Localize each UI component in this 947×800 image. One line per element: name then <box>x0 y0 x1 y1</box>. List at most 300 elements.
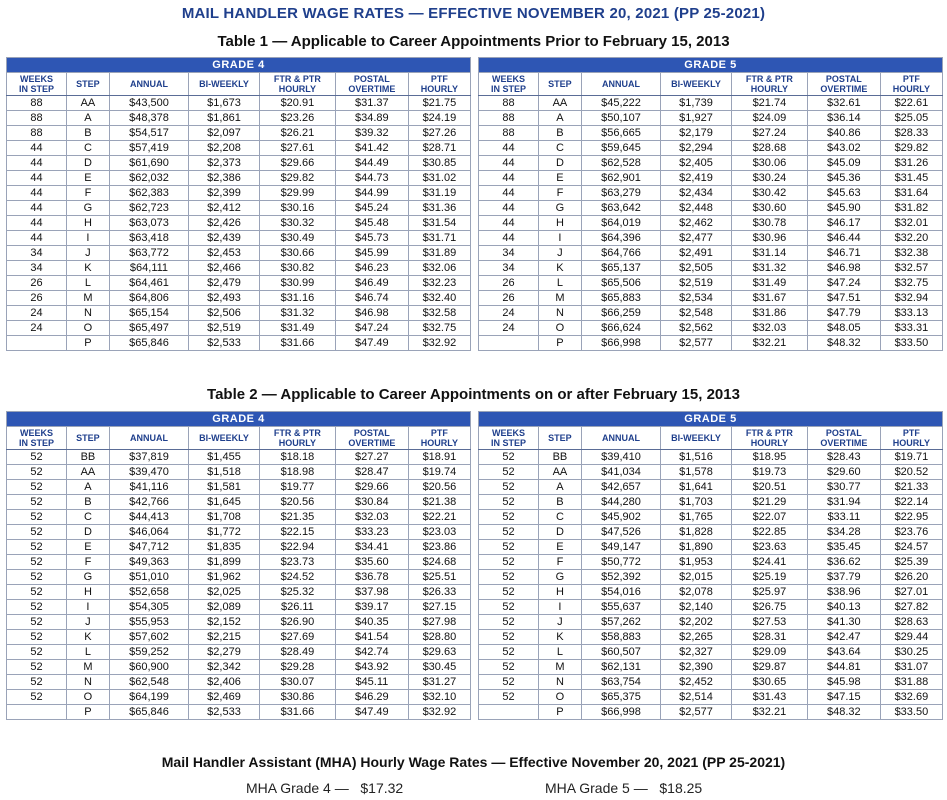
ptf-hourly-cell: $31.82 <box>880 201 942 216</box>
weeks-in-step-cell: 52 <box>7 615 67 630</box>
table-row <box>7 261 471 276</box>
ftr-ptr-hourly-cell: $30.66 <box>259 246 335 261</box>
ftr-ptr-hourly-cell: $19.77 <box>259 480 335 495</box>
annual-cell: $63,772 <box>109 246 188 261</box>
table-row <box>479 585 943 600</box>
postal-overtime-cell: $46.29 <box>335 690 408 705</box>
table-row <box>479 111 943 126</box>
annual-cell: $63,642 <box>581 201 660 216</box>
annual-cell: $63,073 <box>109 216 188 231</box>
step-cell: D <box>67 525 110 540</box>
postal-overtime-cell: $35.60 <box>335 555 408 570</box>
bi-weekly-cell: $2,448 <box>661 201 732 216</box>
ftr-ptr-hourly-cell: $26.21 <box>259 126 335 141</box>
bi-weekly-cell: $2,519 <box>189 321 260 336</box>
weeks-in-step-cell: 52 <box>7 570 67 585</box>
table2-title: Table 2 — Applicable to Career Appointments on or after February 15, 2013 <box>207 386 740 403</box>
step-cell: D <box>539 156 582 171</box>
ftr-ptr-hourly-cell: $28.49 <box>259 645 335 660</box>
postal-overtime-cell: $36.62 <box>807 555 880 570</box>
bi-weekly-cell: $1,581 <box>189 480 260 495</box>
bi-weekly-cell: $2,533 <box>189 336 260 351</box>
ftr-ptr-hourly-cell: $29.28 <box>259 660 335 675</box>
table-row <box>479 540 943 555</box>
bi-weekly-cell: $2,577 <box>661 336 732 351</box>
postal-overtime-cell: $41.42 <box>335 141 408 156</box>
step-cell: O <box>539 321 582 336</box>
postal-overtime-cell: $47.79 <box>807 306 880 321</box>
column-header-ptf-hourly: PTF HOURLY <box>408 427 470 450</box>
ftr-ptr-hourly-cell: $29.82 <box>259 171 335 186</box>
ftr-ptr-hourly-cell: $32.03 <box>731 321 807 336</box>
bi-weekly-cell: $1,645 <box>189 495 260 510</box>
table1-grade5 <box>478 57 943 351</box>
step-cell: L <box>539 276 582 291</box>
annual-cell: $51,010 <box>109 570 188 585</box>
bi-weekly-cell: $2,505 <box>661 261 732 276</box>
table-row <box>479 570 943 585</box>
weeks-in-step-cell: 34 <box>7 246 67 261</box>
weeks-in-step-cell: 52 <box>7 480 67 495</box>
bi-weekly-cell: $1,899 <box>189 555 260 570</box>
weeks-in-step-cell: 52 <box>479 480 539 495</box>
ftr-ptr-hourly-cell: $21.35 <box>259 510 335 525</box>
ftr-ptr-hourly-cell: $30.06 <box>731 156 807 171</box>
ftr-ptr-hourly-cell: $30.60 <box>731 201 807 216</box>
ftr-ptr-hourly-cell: $31.49 <box>259 321 335 336</box>
annual-cell: $62,901 <box>581 171 660 186</box>
step-cell: AA <box>539 96 582 111</box>
step-cell: BB <box>539 450 582 465</box>
bi-weekly-cell: $1,703 <box>661 495 732 510</box>
postal-overtime-cell: $45.11 <box>335 675 408 690</box>
weeks-in-step-cell: 26 <box>479 276 539 291</box>
weeks-in-step-cell: 52 <box>479 615 539 630</box>
grade-header: GRADE 5 <box>479 412 943 427</box>
annual-cell: $59,252 <box>109 645 188 660</box>
ptf-hourly-cell: $27.26 <box>408 126 470 141</box>
postal-overtime-cell: $46.23 <box>335 261 408 276</box>
ptf-hourly-cell: $31.45 <box>880 171 942 186</box>
ptf-hourly-cell: $32.92 <box>408 705 470 720</box>
step-cell: H <box>67 216 110 231</box>
annual-cell: $64,019 <box>581 216 660 231</box>
annual-cell: $54,305 <box>109 600 188 615</box>
weeks-in-step-cell: 44 <box>7 186 67 201</box>
ptf-hourly-cell: $33.31 <box>880 321 942 336</box>
step-cell: C <box>67 141 110 156</box>
column-header-ftr-ptr-hourly: FTR & PTR HOURLY <box>259 427 335 450</box>
postal-overtime-cell: $30.84 <box>335 495 408 510</box>
ptf-hourly-cell: $29.63 <box>408 645 470 660</box>
table-row <box>7 645 471 660</box>
table-row <box>479 156 943 171</box>
table-row <box>7 246 471 261</box>
ptf-hourly-cell: $28.80 <box>408 630 470 645</box>
table-row <box>7 630 471 645</box>
postal-overtime-cell: $29.66 <box>335 480 408 495</box>
annual-cell: $65,846 <box>109 336 188 351</box>
postal-overtime-cell: $45.24 <box>335 201 408 216</box>
weeks-in-step-cell: 52 <box>479 555 539 570</box>
column-header-annual: ANNUAL <box>109 73 188 96</box>
table-row <box>7 111 471 126</box>
mha-grade4-rate: MHA Grade 4 — $17.32 <box>246 780 404 796</box>
postal-overtime-cell: $43.92 <box>335 660 408 675</box>
weeks-in-step-cell: 88 <box>479 96 539 111</box>
table-row <box>7 705 471 720</box>
step-cell: D <box>67 156 110 171</box>
ptf-hourly-cell: $32.38 <box>880 246 942 261</box>
ftr-ptr-hourly-cell: $32.21 <box>731 336 807 351</box>
annual-cell: $45,902 <box>581 510 660 525</box>
annual-cell: $48,378 <box>109 111 188 126</box>
table-row <box>7 96 471 111</box>
column-header-step: STEP <box>67 73 110 96</box>
step-cell: P <box>67 336 110 351</box>
bi-weekly-cell: $2,215 <box>189 630 260 645</box>
bi-weekly-cell: $2,179 <box>661 126 732 141</box>
postal-overtime-cell: $34.89 <box>335 111 408 126</box>
table-row <box>7 201 471 216</box>
bi-weekly-cell: $2,140 <box>661 600 732 615</box>
postal-overtime-cell: $48.32 <box>807 705 880 720</box>
step-cell: A <box>539 480 582 495</box>
postal-overtime-cell: $40.35 <box>335 615 408 630</box>
ptf-hourly-cell: $27.01 <box>880 585 942 600</box>
annual-cell: $47,526 <box>581 525 660 540</box>
weeks-in-step-cell: 34 <box>7 261 67 276</box>
bi-weekly-cell: $2,466 <box>189 261 260 276</box>
bi-weekly-cell: $2,208 <box>189 141 260 156</box>
annual-cell: $44,280 <box>581 495 660 510</box>
table-row <box>479 96 943 111</box>
step-cell: H <box>539 585 582 600</box>
annual-cell: $65,506 <box>581 276 660 291</box>
ptf-hourly-cell: $31.89 <box>408 246 470 261</box>
table-row <box>7 690 471 705</box>
annual-cell: $56,665 <box>581 126 660 141</box>
postal-overtime-cell: $44.49 <box>335 156 408 171</box>
bi-weekly-cell: $2,534 <box>661 291 732 306</box>
step-cell: I <box>67 231 110 246</box>
weeks-in-step-cell: 52 <box>479 465 539 480</box>
weeks-in-step-cell: 52 <box>7 525 67 540</box>
weeks-in-step-cell: 52 <box>7 495 67 510</box>
step-cell: K <box>67 630 110 645</box>
bi-weekly-cell: $1,953 <box>661 555 732 570</box>
table-row <box>7 555 471 570</box>
table-row <box>7 675 471 690</box>
bi-weekly-cell: $2,453 <box>189 246 260 261</box>
ptf-hourly-cell: $31.54 <box>408 216 470 231</box>
step-cell: C <box>539 141 582 156</box>
table-row <box>7 585 471 600</box>
ptf-hourly-cell: $32.92 <box>408 336 470 351</box>
table1-grade4 <box>6 57 471 351</box>
bi-weekly-cell: $2,434 <box>661 186 732 201</box>
bi-weekly-cell: $1,516 <box>661 450 732 465</box>
postal-overtime-cell: $39.32 <box>335 126 408 141</box>
table-row <box>479 690 943 705</box>
annual-cell: $64,766 <box>581 246 660 261</box>
bi-weekly-cell: $2,477 <box>661 231 732 246</box>
ptf-hourly-cell: $22.14 <box>880 495 942 510</box>
ftr-ptr-hourly-cell: $30.32 <box>259 216 335 231</box>
ptf-hourly-cell: $32.40 <box>408 291 470 306</box>
ftr-ptr-hourly-cell: $22.85 <box>731 525 807 540</box>
table-row <box>7 186 471 201</box>
column-header-annual: ANNUAL <box>581 73 660 96</box>
step-cell: G <box>67 201 110 216</box>
bi-weekly-cell: $2,202 <box>661 615 732 630</box>
annual-cell: $39,470 <box>109 465 188 480</box>
weeks-in-step-cell: 26 <box>7 276 67 291</box>
postal-overtime-cell: $43.02 <box>807 141 880 156</box>
weeks-in-step-cell: 44 <box>479 171 539 186</box>
ftr-ptr-hourly-cell: $31.43 <box>731 690 807 705</box>
weeks-in-step-cell: 52 <box>7 465 67 480</box>
bi-weekly-cell: $2,373 <box>189 156 260 171</box>
table-row <box>479 555 943 570</box>
ftr-ptr-hourly-cell: $20.91 <box>259 96 335 111</box>
postal-overtime-cell: $46.49 <box>335 276 408 291</box>
step-cell: G <box>67 570 110 585</box>
table-row <box>7 495 471 510</box>
ftr-ptr-hourly-cell: $27.61 <box>259 141 335 156</box>
step-cell: K <box>67 261 110 276</box>
postal-overtime-cell: $29.60 <box>807 465 880 480</box>
step-cell: C <box>67 510 110 525</box>
bi-weekly-cell: $2,025 <box>189 585 260 600</box>
ftr-ptr-hourly-cell: $26.11 <box>259 600 335 615</box>
ptf-hourly-cell: $33.13 <box>880 306 942 321</box>
bi-weekly-cell: $2,399 <box>189 186 260 201</box>
table-row <box>479 141 943 156</box>
postal-overtime-cell: $41.54 <box>335 630 408 645</box>
postal-overtime-cell: $45.63 <box>807 186 880 201</box>
bi-weekly-cell: $1,828 <box>661 525 732 540</box>
ptf-hourly-cell: $24.19 <box>408 111 470 126</box>
annual-cell: $62,528 <box>581 156 660 171</box>
table-row <box>479 465 943 480</box>
weeks-in-step-cell: 88 <box>7 111 67 126</box>
table-row <box>479 276 943 291</box>
annual-cell: $44,413 <box>109 510 188 525</box>
column-header-weeks-in-step: WEEKS IN STEP <box>7 73 67 96</box>
annual-cell: $41,116 <box>109 480 188 495</box>
step-cell: B <box>67 126 110 141</box>
postal-overtime-cell: $47.49 <box>335 705 408 720</box>
step-cell: I <box>539 600 582 615</box>
ftr-ptr-hourly-cell: $27.69 <box>259 630 335 645</box>
postal-overtime-cell: $45.36 <box>807 171 880 186</box>
table-row <box>7 450 471 465</box>
bi-weekly-cell: $1,890 <box>661 540 732 555</box>
ptf-hourly-cell: $31.02 <box>408 171 470 186</box>
ftr-ptr-hourly-cell: $30.65 <box>731 675 807 690</box>
annual-cell: $55,637 <box>581 600 660 615</box>
ftr-ptr-hourly-cell: $32.21 <box>731 705 807 720</box>
step-cell: M <box>539 291 582 306</box>
annual-cell: $52,392 <box>581 570 660 585</box>
ptf-hourly-cell: $22.21 <box>408 510 470 525</box>
table-row <box>479 450 943 465</box>
table-row <box>479 246 943 261</box>
annual-cell: $62,032 <box>109 171 188 186</box>
weeks-in-step-cell: 44 <box>479 186 539 201</box>
weeks-in-step-cell <box>479 705 539 720</box>
column-header-postal-overtime: POSTAL OVERTIME <box>335 427 408 450</box>
weeks-in-step-cell: 44 <box>7 201 67 216</box>
weeks-in-step-cell: 24 <box>7 321 67 336</box>
weeks-in-step-cell: 44 <box>479 216 539 231</box>
weeks-in-step-cell: 26 <box>479 291 539 306</box>
ftr-ptr-hourly-cell: $22.94 <box>259 540 335 555</box>
step-cell: N <box>67 675 110 690</box>
weeks-in-step-cell: 52 <box>479 585 539 600</box>
step-cell: BB <box>67 450 110 465</box>
weeks-in-step-cell: 52 <box>479 690 539 705</box>
postal-overtime-cell: $44.81 <box>807 660 880 675</box>
weeks-in-step-cell: 52 <box>7 540 67 555</box>
bi-weekly-cell: $2,419 <box>661 171 732 186</box>
step-cell: E <box>539 171 582 186</box>
ftr-ptr-hourly-cell: $18.98 <box>259 465 335 480</box>
ftr-ptr-hourly-cell: $30.82 <box>259 261 335 276</box>
ptf-hourly-cell: $22.61 <box>880 96 942 111</box>
mha-grade5-rate: MHA Grade 5 — $18.25 <box>545 780 703 796</box>
step-cell: K <box>539 630 582 645</box>
ptf-hourly-cell: $32.75 <box>880 276 942 291</box>
table-row <box>7 291 471 306</box>
postal-overtime-cell: $45.90 <box>807 201 880 216</box>
ftr-ptr-hourly-cell: $19.73 <box>731 465 807 480</box>
column-header-postal-overtime: POSTAL OVERTIME <box>807 73 880 96</box>
ftr-ptr-hourly-cell: $28.31 <box>731 630 807 645</box>
annual-cell: $60,507 <box>581 645 660 660</box>
column-header-postal-overtime: POSTAL OVERTIME <box>807 427 880 450</box>
ftr-ptr-hourly-cell: $31.66 <box>259 336 335 351</box>
step-cell: I <box>539 231 582 246</box>
table-row <box>479 336 943 351</box>
annual-cell: $39,410 <box>581 450 660 465</box>
ftr-ptr-hourly-cell: $18.95 <box>731 450 807 465</box>
ftr-ptr-hourly-cell: $31.66 <box>259 705 335 720</box>
postal-overtime-cell: $36.14 <box>807 111 880 126</box>
ptf-hourly-cell: $32.06 <box>408 261 470 276</box>
bi-weekly-cell: $2,577 <box>661 705 732 720</box>
ptf-hourly-cell: $31.36 <box>408 201 470 216</box>
annual-cell: $57,262 <box>581 615 660 630</box>
table-row <box>479 126 943 141</box>
ftr-ptr-hourly-cell: $31.67 <box>731 291 807 306</box>
step-cell: B <box>67 495 110 510</box>
weeks-in-step-cell: 44 <box>7 156 67 171</box>
table-row <box>7 321 471 336</box>
weeks-in-step-cell: 88 <box>479 111 539 126</box>
ftr-ptr-hourly-cell: $21.74 <box>731 96 807 111</box>
ptf-hourly-cell: $19.71 <box>880 450 942 465</box>
ptf-hourly-cell: $31.88 <box>880 675 942 690</box>
table-row <box>479 231 943 246</box>
postal-overtime-cell: $48.05 <box>807 321 880 336</box>
ptf-hourly-cell: $21.38 <box>408 495 470 510</box>
postal-overtime-cell: $48.32 <box>807 336 880 351</box>
postal-overtime-cell: $46.74 <box>335 291 408 306</box>
annual-cell: $50,772 <box>581 555 660 570</box>
table-row <box>479 600 943 615</box>
bi-weekly-cell: $2,548 <box>661 306 732 321</box>
bi-weekly-cell: $1,578 <box>661 465 732 480</box>
column-header-ftr-ptr-hourly: FTR & PTR HOURLY <box>259 73 335 96</box>
step-cell: N <box>539 306 582 321</box>
postal-overtime-cell: $40.86 <box>807 126 880 141</box>
postal-overtime-cell: $43.64 <box>807 645 880 660</box>
postal-overtime-cell: $46.44 <box>807 231 880 246</box>
ptf-hourly-cell: $24.68 <box>408 555 470 570</box>
annual-cell: $54,517 <box>109 126 188 141</box>
ftr-ptr-hourly-cell: $26.75 <box>731 600 807 615</box>
table-row <box>479 306 943 321</box>
ptf-hourly-cell: $30.25 <box>880 645 942 660</box>
ptf-hourly-cell: $22.95 <box>880 510 942 525</box>
bi-weekly-cell: $2,479 <box>189 276 260 291</box>
bi-weekly-cell: $2,342 <box>189 660 260 675</box>
weeks-in-step-cell: 44 <box>479 156 539 171</box>
table-row <box>7 480 471 495</box>
weeks-in-step-cell: 24 <box>7 306 67 321</box>
table-row <box>479 495 943 510</box>
ptf-hourly-cell: $20.56 <box>408 480 470 495</box>
step-cell: O <box>539 690 582 705</box>
ptf-hourly-cell: $21.33 <box>880 480 942 495</box>
bi-weekly-cell: $2,506 <box>189 306 260 321</box>
table-row <box>7 600 471 615</box>
annual-cell: $65,375 <box>581 690 660 705</box>
ptf-hourly-cell: $28.71 <box>408 141 470 156</box>
bi-weekly-cell: $1,708 <box>189 510 260 525</box>
annual-cell: $64,461 <box>109 276 188 291</box>
postal-overtime-cell: $30.77 <box>807 480 880 495</box>
table-row <box>479 291 943 306</box>
annual-cell: $63,754 <box>581 675 660 690</box>
weeks-in-step-cell: 88 <box>7 126 67 141</box>
step-cell: F <box>67 186 110 201</box>
annual-cell: $64,806 <box>109 291 188 306</box>
weeks-in-step-cell: 44 <box>479 231 539 246</box>
weeks-in-step-cell: 44 <box>7 231 67 246</box>
weeks-in-step-cell: 52 <box>7 510 67 525</box>
ftr-ptr-hourly-cell: $30.49 <box>259 231 335 246</box>
annual-cell: $65,846 <box>109 705 188 720</box>
postal-overtime-cell: $32.61 <box>807 96 880 111</box>
step-cell: J <box>539 615 582 630</box>
ftr-ptr-hourly-cell: $22.07 <box>731 510 807 525</box>
column-header-bi-weekly: BI-WEEKLY <box>189 427 260 450</box>
weeks-in-step-cell: 88 <box>7 96 67 111</box>
step-cell: L <box>539 645 582 660</box>
table-row <box>479 261 943 276</box>
ftr-ptr-hourly-cell: $31.49 <box>731 276 807 291</box>
ptf-hourly-cell: $33.50 <box>880 336 942 351</box>
bi-weekly-cell: $2,386 <box>189 171 260 186</box>
step-cell: M <box>67 660 110 675</box>
step-cell: A <box>67 480 110 495</box>
annual-cell: $62,131 <box>581 660 660 675</box>
weeks-in-step-cell: 52 <box>7 630 67 645</box>
weeks-in-step-cell: 24 <box>479 306 539 321</box>
